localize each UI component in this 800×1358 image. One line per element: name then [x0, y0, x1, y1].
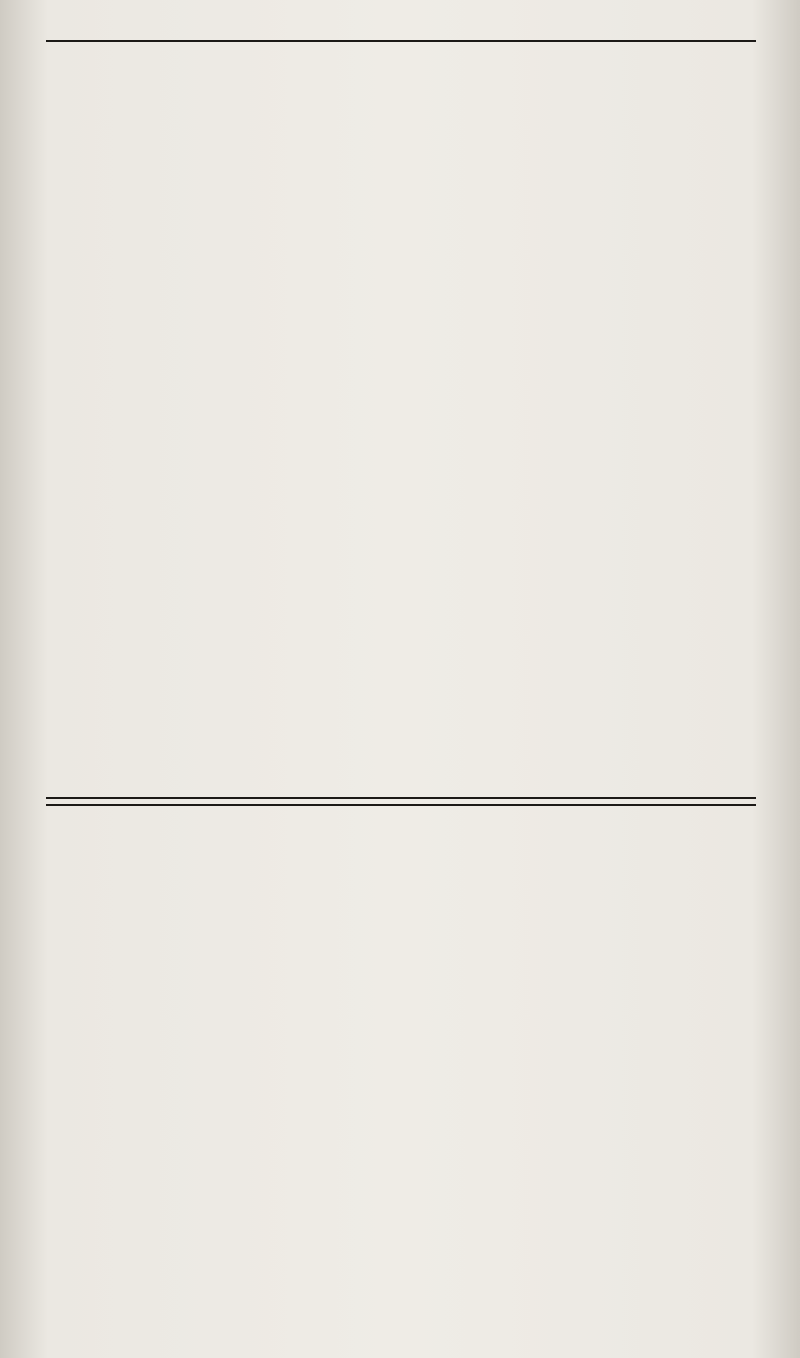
section-rule-upper — [46, 797, 756, 799]
page-header — [0, 0, 800, 40]
header-rule — [46, 40, 756, 42]
section-rule-lower — [46, 804, 756, 806]
